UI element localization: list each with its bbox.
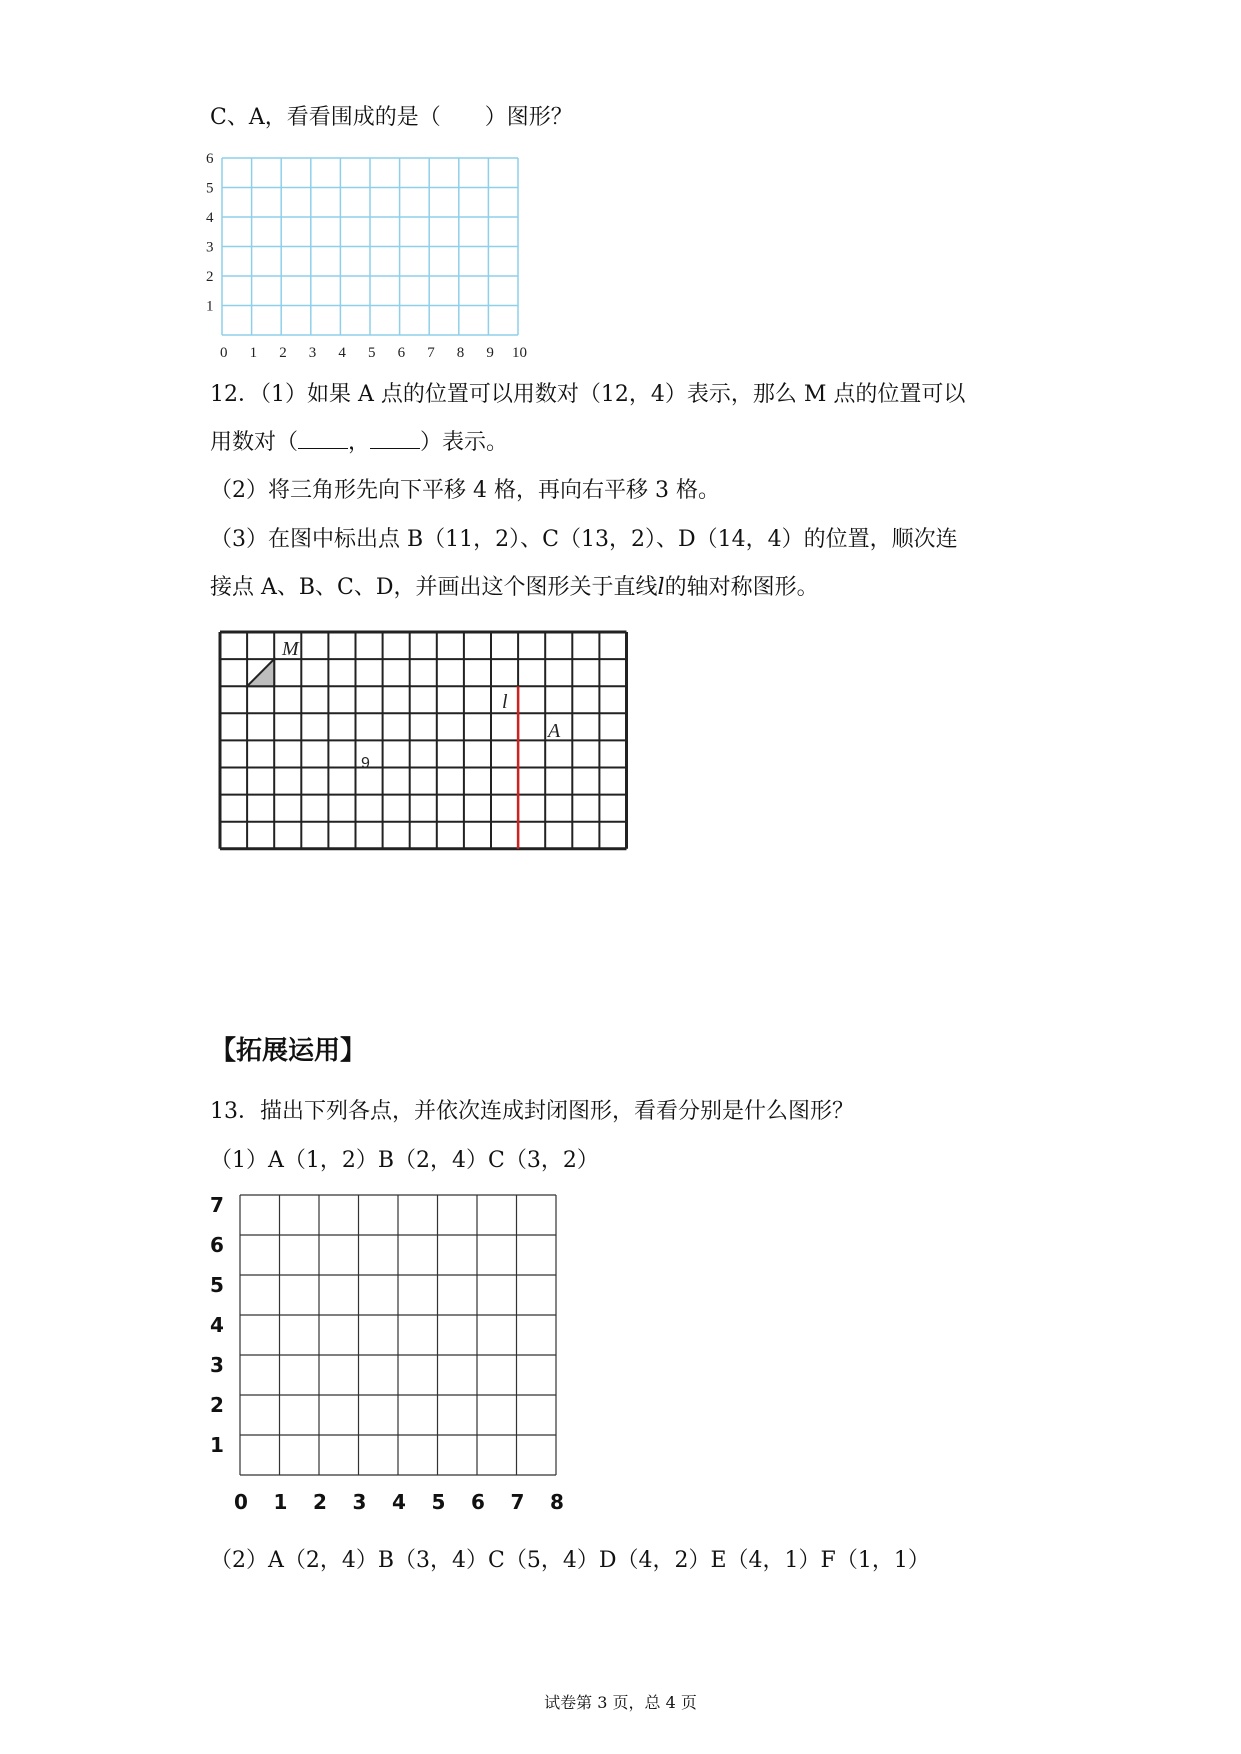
q13-title: 13．描出下列各点，并依次连成封闭图形，看看分别是什么图形？: [210, 1099, 854, 1124]
q12-part1-comma: ，: [348, 430, 371, 455]
label-a: A: [548, 720, 561, 742]
q12-part3-line2: [210, 573, 819, 603]
label-9: 9: [361, 755, 370, 772]
section-title: 【拓展运用】: [210, 1036, 367, 1066]
y-tick-label: 6: [206, 151, 214, 167]
q13-coordinate-grid: [205, 1195, 605, 1525]
x-tick-label: 3: [308, 345, 317, 361]
x-tick-label: 5: [368, 345, 376, 361]
q12-part3-line1: （3）在图中标出点 B（11，2）、C（13，2）、D（14，4）的位置，顺次连: [210, 527, 958, 552]
y-tick-label: 3: [206, 239, 214, 256]
x-tick-label: 1: [273, 1490, 288, 1514]
q12-part1-suffix: ）表示。: [420, 430, 509, 455]
y-tick-label: 3: [210, 1353, 224, 1377]
y-tick-label: 5: [210, 1273, 224, 1297]
y-tick-label: 4: [210, 1313, 224, 1337]
label-l: l: [502, 691, 508, 713]
x-tick-label: 8: [550, 1490, 564, 1514]
x-tick-label: 8: [456, 345, 465, 361]
x-tick-label: 0: [220, 345, 228, 361]
q12-part3-text-b: 的轴对称图形。: [664, 575, 819, 600]
x-tick-label: 4: [338, 345, 346, 361]
y-tick-label: 1: [206, 298, 214, 315]
x-tick-label: 10: [512, 345, 527, 361]
x-tick-label: 1: [249, 345, 258, 361]
y-tick-label: 1: [210, 1433, 224, 1457]
q12-part1-line2: [210, 428, 508, 458]
q13-part1: （1）A（1，2）B（2，4）C（3，2）: [210, 1148, 599, 1173]
y-tick-label: 4: [206, 210, 214, 226]
q12-part1-line1: 12．（1）如果 A 点的位置可以用数对（12，4）表示，那么 M 点的位置可以: [210, 382, 966, 407]
x-tick-label: 3: [352, 1490, 367, 1514]
x-tick-label: 5: [431, 1490, 446, 1514]
q12-part2: （2）将三角形先向下平移 4 格，再向右平移 3 格。: [210, 478, 720, 503]
y-tick-label: 5: [206, 180, 214, 197]
x-tick-label: 4: [392, 1490, 406, 1514]
y-tick-label: 2: [206, 269, 214, 285]
q12-answer-blank-y[interactable]: [370, 428, 420, 449]
x-tick-label: 0: [234, 1490, 248, 1514]
q12-square-grid: [220, 632, 630, 852]
x-tick-label: 6: [471, 1490, 485, 1514]
y-tick-label: 7: [210, 1193, 224, 1217]
q11-coordinate-grid: [198, 151, 527, 361]
x-tick-label: 2: [313, 1490, 327, 1514]
x-tick-label: 7: [510, 1490, 525, 1514]
triangle-m: [247, 659, 274, 686]
x-tick-label: 7: [427, 345, 435, 361]
q12-part3-text-a: 接点 A、B、C、D，并画出这个图形关于直线: [210, 575, 658, 600]
y-tick-label: 2: [210, 1393, 224, 1417]
x-tick-label: 6: [397, 345, 406, 361]
q12-line-l-symbol: l: [657, 575, 665, 600]
page-footer: 试卷第 3 页，总 4 页: [544, 1693, 697, 1712]
x-tick-label: 9: [486, 345, 494, 361]
q13-part2: （2）A（2，4）B（3，4）C（5，4）D（4，2）E（4，1）F（1，1）: [210, 1548, 930, 1573]
y-tick-label: 6: [210, 1233, 224, 1257]
q12-answer-blank-x[interactable]: [298, 428, 348, 449]
x-tick-label: 2: [279, 345, 287, 361]
q12-part1-prefix: 用数对（: [210, 430, 299, 455]
label-m: M: [282, 638, 299, 660]
q11-question-tail: C、A，看看围成的是（ ）图形？: [210, 105, 573, 130]
